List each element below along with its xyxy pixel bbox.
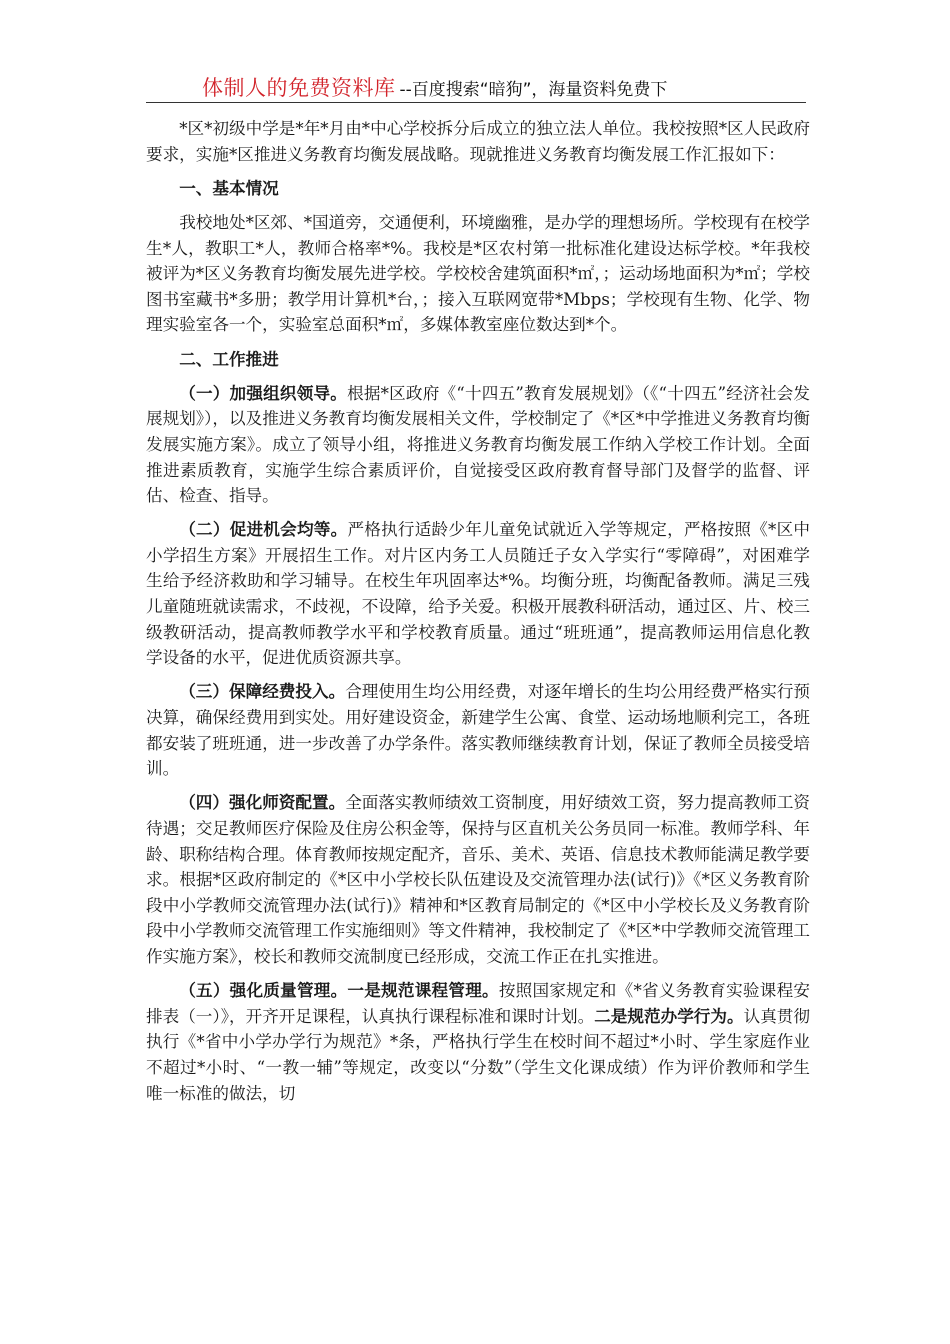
section-heading-basic-situation: 一、基本情况 — [179, 177, 279, 198]
work-item-body: 按照国家规定和《*省义务教育实验课程安排表（一）》，开齐开足课程，认真执行课程标准和课时计划。 — [146, 981, 811, 1026]
work-item-paragraph — [146, 790, 810, 969]
work-item-body: 根据*区政府《“十四五”教育发展规划》（《“十四五”经济社会发展规划》），以及推进义务教育均衡发展相关文件，学校制定了《*区*中学推进义务教育均衡发展实施方案》。成立了领导小组，将推进义务教育均衡发展工作纳入学校工作计划。全面推进素质教育，实施学生综合素质评价，自觉接受区政府教育督导部门及督学的监督、评估、检查、指导。 — [146, 383, 810, 506]
header-slogan: --百度搜索“暗狗”，海量资料免费下 — [399, 80, 668, 100]
work-item-paragraph — [146, 679, 810, 781]
header-divider — [146, 102, 806, 103]
document-body — [146, 116, 810, 1115]
work-item-paragraph — [146, 978, 810, 1106]
basic-situation-paragraph: 我校地处*区郊、*国道旁，交通便利，环境幽雅，是办学的理想场所。学校现有在校学生*人，教职工*人，教师合格率*%。我校是*区农村第一批标准化建设达标学校。*年我校被评为*区义务教育均衡发展先进学校。学校校舍建筑面积*㎡，；运动场地面积为*㎡；学校图书室藏书*多册；教学用计算机*台，；接入互联网宽带*Mbps；学校现有生物、化学、物理实验室各一个，实验室总面积*㎡，多媒体教室座位数达到*个。 — [146, 212, 810, 335]
work-item-sublead: 二是规范办学行为。 — [594, 1005, 744, 1026]
section-heading-work-progress: 二、工作推进 — [179, 348, 279, 369]
work-item-lead: （二）促进机会均等。 — [179, 519, 348, 540]
work-item-paragraph — [146, 381, 810, 509]
work-item-body: 认真贯彻执行《*省中小学办学行为规范》*条，严格执行学生在校时间不超过*小时、学生家庭作业不超过*小时、“一教一辅”等规定，改变以“分数”（学生文化课成绩）作为评价教师和学生唯一标准的做法，切 — [146, 1006, 811, 1103]
work-item-body: 全面落实教师绩效工资制度，用好绩效工资，努力提高教师工资待遇；交足教师医疗保险及住房公积金等，保持与区直机关公务员同一标准。教师学科、年龄、职称结构合理。体育教师按规定配齐，音乐、美术、英语、信息技术教师能满足教学要求。根据*区政府制定的《*区中小学校长队伍建设及交流管理办法(试行)》《*区义务教育阶段中小学教师交流管理办法(试行)》精神和*区教育局制定的《*区中小学校长及义务教育阶段中小学教师交流管理工作实施细则》等文件精神，我校制定了《*区*中学教师交流管理工作实施方案》，校长和教师交流制度已经形成，交流工作正在扎实推进。 — [146, 793, 811, 966]
work-item-lead: （四）强化师资配置。 — [179, 792, 346, 813]
intro-paragraph: *区*初级中学是*年*月由*中心学校拆分后成立的独立法人单位。我校按照*区人民政府要求，实施*区推进义务教育均衡发展战略。现就推进义务教育均衡发展工作汇报如下： — [146, 119, 810, 164]
page-header — [146, 72, 806, 102]
work-item-body: 合理使用生均公用经费，对逐年增长的生均公用经费严格实行预决算，确保经费用到实处。用好建设资金，新建学生公寓、食堂、运动场地顺利完工，各班都安装了班班通，进一步改善了办学条件。落实教师继续教育计划，保证了教师全员接受培训。 — [146, 682, 811, 779]
work-item-lead: （三）保障经费投入。 — [179, 681, 346, 702]
work-item-lead: （五）强化质量管理。一是规范课程管理。 — [179, 980, 499, 1001]
header-brand: 体制人的免费资料库 — [202, 76, 396, 100]
work-item-body: 严格执行适龄少年儿童免试就近入学等规定，严格按照《*区中小学招生方案》开展招生工作。对片区内务工人员随迁子女入学实行“零障碍”，对困难学生给予经济救助和学习辅导。在校生年巩固率达*%。均衡分班，均衡配备教师。满足三残儿童随班就读需求，不歧视，不设障，给予关爱。积极开展教科研活动，通过区、片、校三级教研活动，提高教师教学水平和学校教育质量。通过“班班通”，提高教师运用信息化教学设备的水平，促进优质资源共享。 — [146, 520, 811, 668]
work-item-paragraph — [146, 517, 810, 671]
work-item-lead: （一）加强组织领导。 — [179, 382, 348, 403]
